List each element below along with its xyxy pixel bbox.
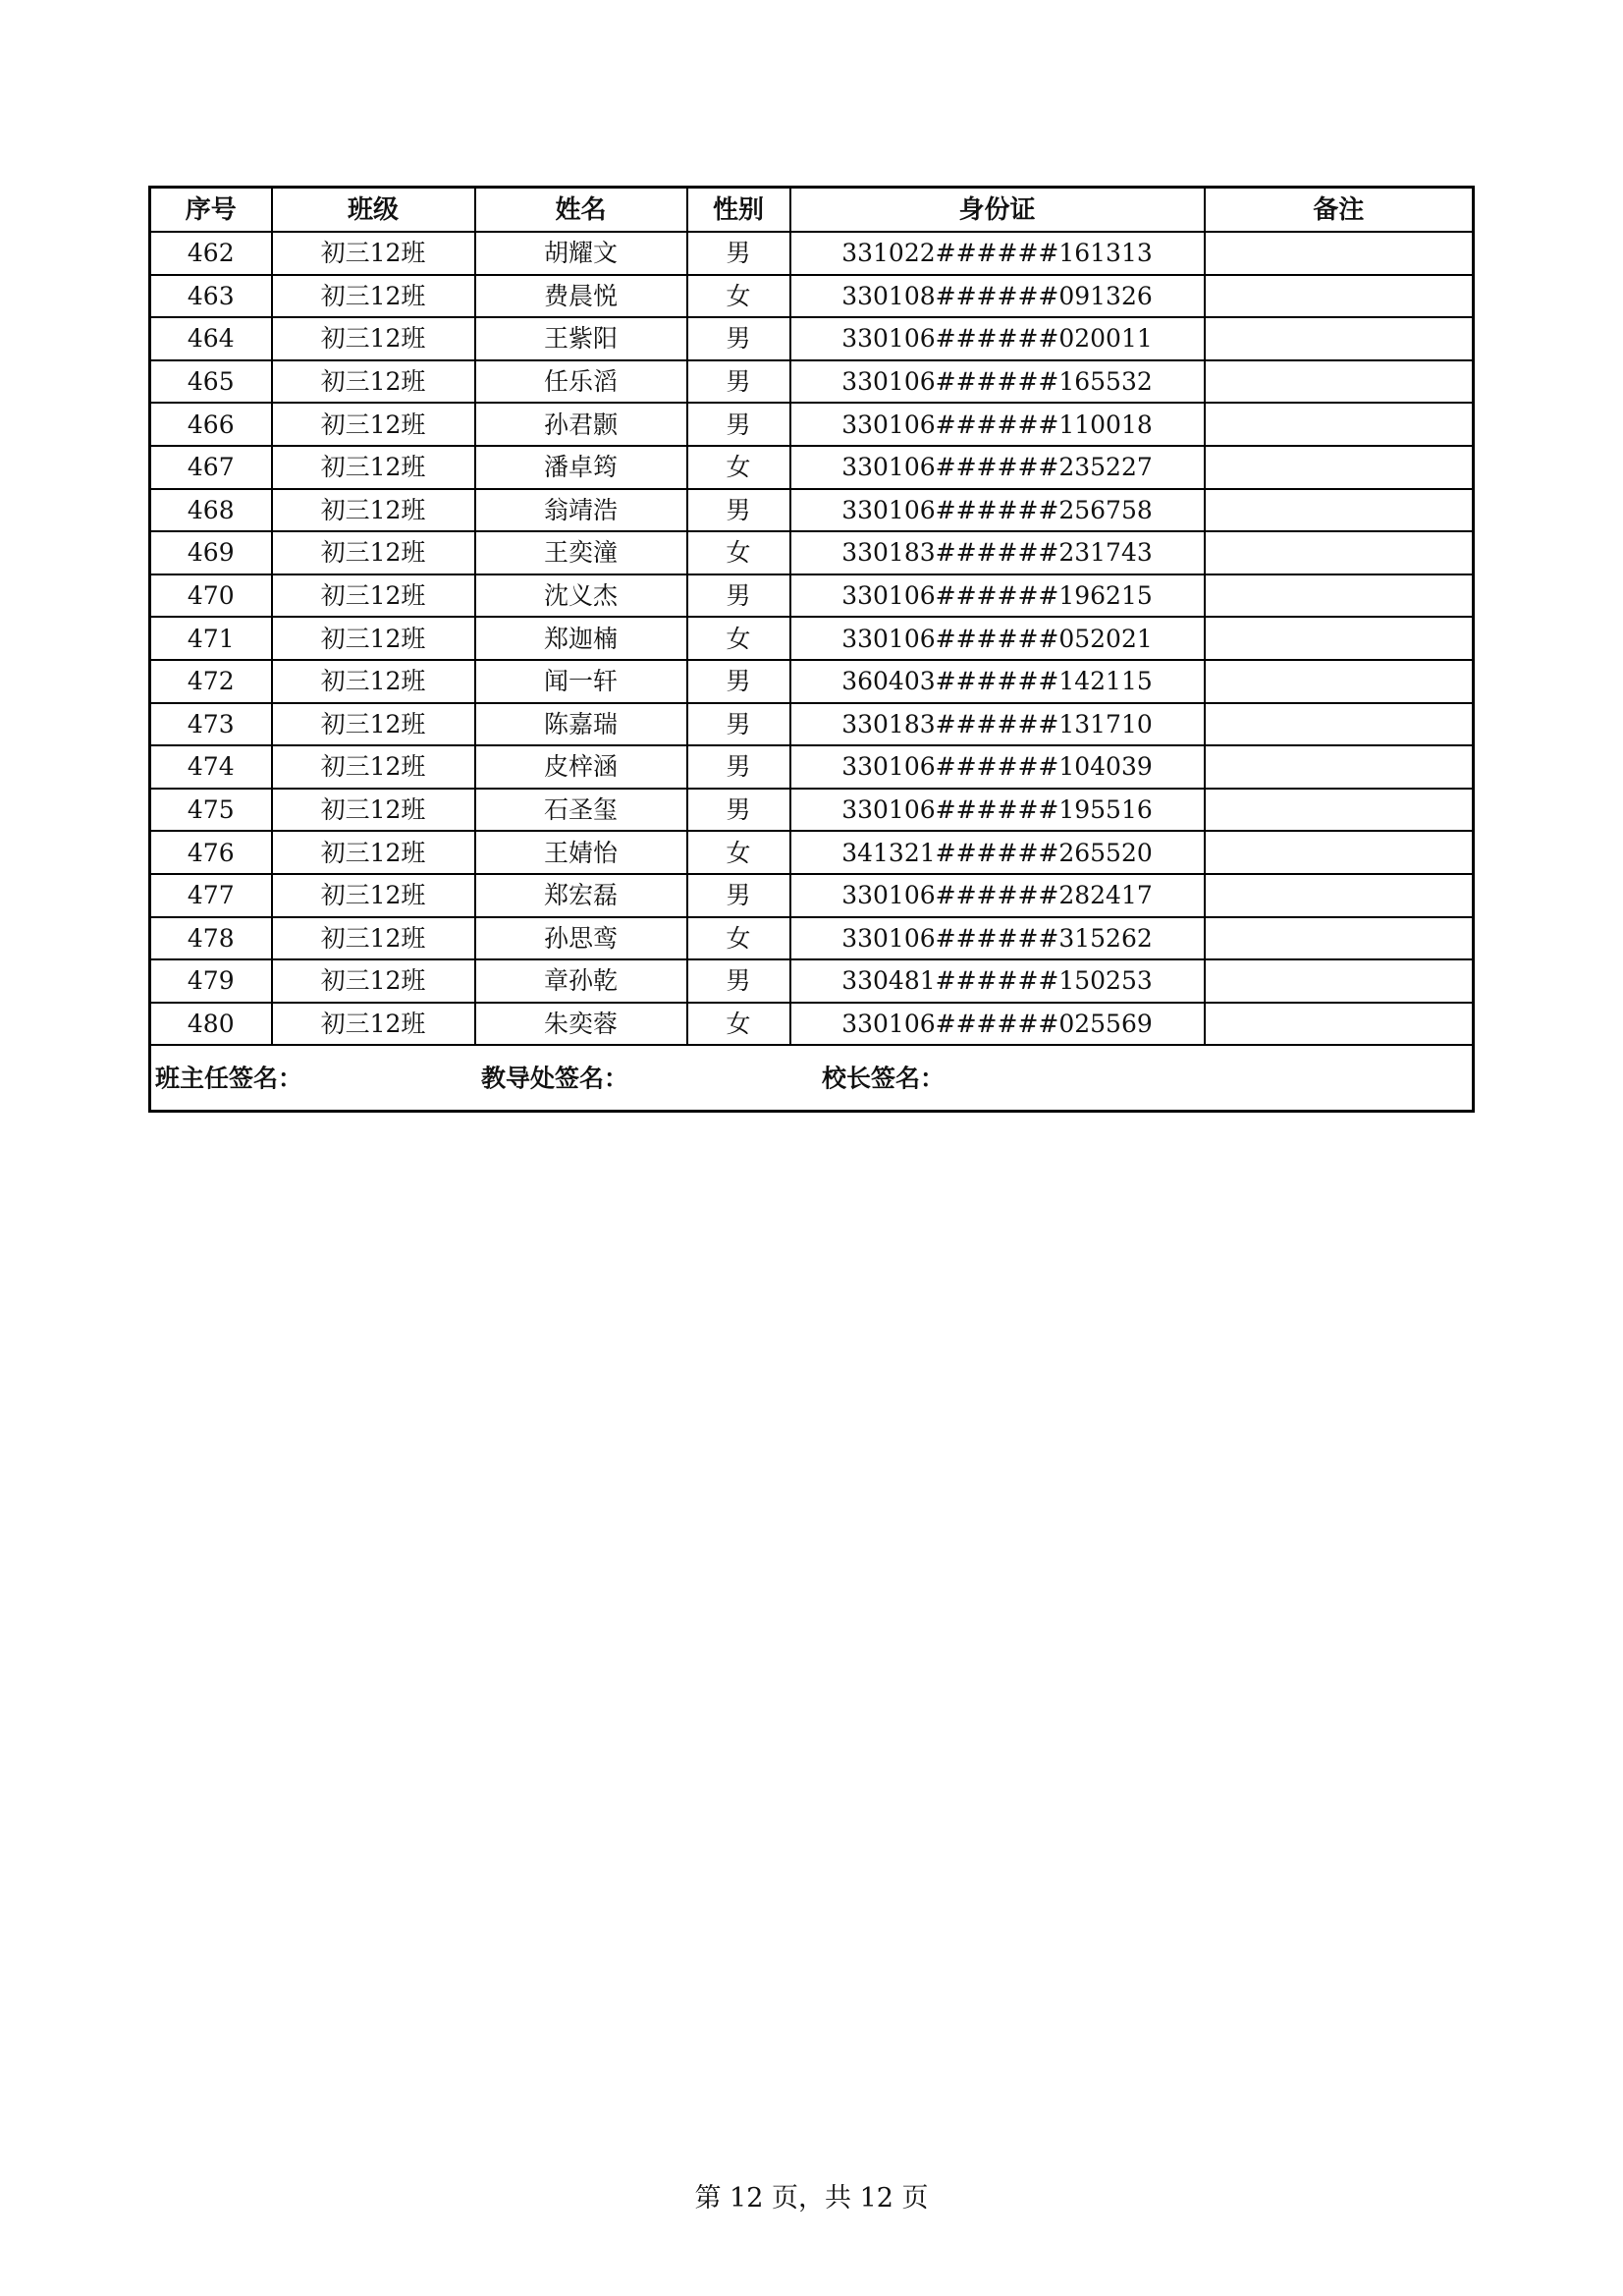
table-row <box>150 489 1474 532</box>
cell-gender: 女 <box>687 1003 790 1046</box>
cell-gender: 女 <box>687 531 790 574</box>
cell-name: 潘卓筠 <box>475 446 687 489</box>
cell-remarks <box>1205 1003 1474 1046</box>
cell-remarks <box>1205 574 1474 618</box>
cell-name: 孙君颢 <box>475 403 687 446</box>
cell-serial: 466 <box>150 403 272 446</box>
cell-name: 郑迦楠 <box>475 617 687 660</box>
cell-name: 皮梓涵 <box>475 745 687 789</box>
page-number-footer: 第 12 页，共 12 页 <box>694 2183 929 2214</box>
cell-gender: 男 <box>687 360 790 404</box>
table-row <box>150 317 1474 360</box>
cell-class: 初三12班 <box>272 831 475 874</box>
cell-gender: 男 <box>687 745 790 789</box>
cell-remarks <box>1205 531 1474 574</box>
cell-class: 初三12班 <box>272 959 475 1003</box>
cell-class: 初三12班 <box>272 232 475 275</box>
cell-class: 初三12班 <box>272 275 475 318</box>
cell-gender: 男 <box>687 232 790 275</box>
table-row <box>150 574 1474 618</box>
principal-signature-label: 校长签名： <box>822 1064 946 1093</box>
head-teacher-signature-label: 班主任签名： <box>155 1064 303 1093</box>
cell-name: 王奕潼 <box>475 531 687 574</box>
cell-id-number: 330108######091326 <box>790 275 1205 318</box>
header-remarks: 备注 <box>1205 188 1474 233</box>
cell-serial: 480 <box>150 1003 272 1046</box>
teaching-office-signature-label: 教导处签名： <box>481 1064 629 1093</box>
cell-remarks <box>1205 660 1474 703</box>
cell-id-number: 330106######110018 <box>790 403 1205 446</box>
cell-id-number: 341321######265520 <box>790 831 1205 874</box>
table-row <box>150 617 1474 660</box>
cell-serial: 474 <box>150 745 272 789</box>
cell-remarks <box>1205 317 1474 360</box>
cell-class: 初三12班 <box>272 660 475 703</box>
cell-id-number: 331022######161313 <box>790 232 1205 275</box>
cell-name: 王婧怡 <box>475 831 687 874</box>
cell-class: 初三12班 <box>272 446 475 489</box>
cell-serial: 476 <box>150 831 272 874</box>
cell-class: 初三12班 <box>272 531 475 574</box>
cell-remarks <box>1205 745 1474 789</box>
signature-row <box>150 1045 1474 1112</box>
cell-id-number: 330106######315262 <box>790 917 1205 960</box>
table-body <box>150 232 1474 1045</box>
cell-serial: 478 <box>150 917 272 960</box>
cell-name: 陈嘉瑞 <box>475 703 687 746</box>
cell-gender: 男 <box>687 574 790 618</box>
cell-name: 朱奕蓉 <box>475 1003 687 1046</box>
cell-gender: 男 <box>687 789 790 832</box>
signature-cell <box>150 1045 1474 1112</box>
cell-gender: 女 <box>687 617 790 660</box>
table-row <box>150 403 1474 446</box>
cell-serial: 475 <box>150 789 272 832</box>
header-serial: 序号 <box>150 188 272 233</box>
cell-remarks <box>1205 831 1474 874</box>
cell-gender: 女 <box>687 275 790 318</box>
cell-id-number: 330106######282417 <box>790 874 1205 917</box>
cell-class: 初三12班 <box>272 703 475 746</box>
cell-id-number: 330481######150253 <box>790 959 1205 1003</box>
cell-remarks <box>1205 275 1474 318</box>
table-row <box>150 660 1474 703</box>
cell-gender: 男 <box>687 403 790 446</box>
cell-id-number: 330106######165532 <box>790 360 1205 404</box>
table-row <box>150 232 1474 275</box>
cell-remarks <box>1205 959 1474 1003</box>
cell-id-number: 330106######052021 <box>790 617 1205 660</box>
table-row <box>150 831 1474 874</box>
cell-id-number: 330106######104039 <box>790 745 1205 789</box>
cell-id-number: 330106######025569 <box>790 1003 1205 1046</box>
cell-name: 闻一轩 <box>475 660 687 703</box>
cell-remarks <box>1205 360 1474 404</box>
table-row <box>150 959 1474 1003</box>
cell-id-number: 330106######235227 <box>790 446 1205 489</box>
table-row <box>150 917 1474 960</box>
table-row <box>150 874 1474 917</box>
cell-name: 石圣玺 <box>475 789 687 832</box>
cell-serial: 465 <box>150 360 272 404</box>
cell-gender: 男 <box>687 317 790 360</box>
cell-id-number: 330183######131710 <box>790 703 1205 746</box>
cell-name: 郑宏磊 <box>475 874 687 917</box>
cell-gender: 女 <box>687 446 790 489</box>
cell-class: 初三12班 <box>272 360 475 404</box>
cell-class: 初三12班 <box>272 489 475 532</box>
table-row <box>150 531 1474 574</box>
header-name: 姓名 <box>475 188 687 233</box>
cell-serial: 462 <box>150 232 272 275</box>
cell-id-number: 330106######196215 <box>790 574 1205 618</box>
cell-remarks <box>1205 789 1474 832</box>
cell-class: 初三12班 <box>272 574 475 618</box>
cell-id-number: 360403######142115 <box>790 660 1205 703</box>
cell-name: 费晨悦 <box>475 275 687 318</box>
cell-serial: 464 <box>150 317 272 360</box>
cell-name: 翁靖浩 <box>475 489 687 532</box>
cell-serial: 469 <box>150 531 272 574</box>
cell-remarks <box>1205 232 1474 275</box>
cell-serial: 468 <box>150 489 272 532</box>
cell-class: 初三12班 <box>272 789 475 832</box>
cell-remarks <box>1205 703 1474 746</box>
cell-remarks <box>1205 917 1474 960</box>
cell-class: 初三12班 <box>272 617 475 660</box>
header-gender: 性别 <box>687 188 790 233</box>
header-class: 班级 <box>272 188 475 233</box>
cell-serial: 472 <box>150 660 272 703</box>
cell-remarks <box>1205 617 1474 660</box>
cell-serial: 471 <box>150 617 272 660</box>
cell-remarks <box>1205 874 1474 917</box>
cell-remarks <box>1205 403 1474 446</box>
header-id-number: 身份证 <box>790 188 1205 233</box>
cell-gender: 男 <box>687 874 790 917</box>
cell-class: 初三12班 <box>272 317 475 360</box>
cell-serial: 477 <box>150 874 272 917</box>
cell-name: 胡耀文 <box>475 232 687 275</box>
cell-gender: 男 <box>687 489 790 532</box>
table-row <box>150 745 1474 789</box>
cell-serial: 479 <box>150 959 272 1003</box>
table-header-row <box>150 188 1474 233</box>
table-row <box>150 275 1474 318</box>
cell-id-number: 330106######256758 <box>790 489 1205 532</box>
cell-gender: 男 <box>687 660 790 703</box>
cell-id-number: 330106######020011 <box>790 317 1205 360</box>
cell-name: 沈义杰 <box>475 574 687 618</box>
cell-name: 章孙乾 <box>475 959 687 1003</box>
cell-remarks <box>1205 446 1474 489</box>
cell-class: 初三12班 <box>272 917 475 960</box>
cell-class: 初三12班 <box>272 745 475 789</box>
table-row <box>150 360 1474 404</box>
cell-class: 初三12班 <box>272 1003 475 1046</box>
cell-gender: 女 <box>687 831 790 874</box>
cell-serial: 467 <box>150 446 272 489</box>
cell-serial: 463 <box>150 275 272 318</box>
cell-name: 王紫阳 <box>475 317 687 360</box>
student-roster-table <box>148 186 1475 1113</box>
cell-id-number: 330183######231743 <box>790 531 1205 574</box>
cell-serial: 470 <box>150 574 272 618</box>
cell-name: 任乐滔 <box>475 360 687 404</box>
table-row <box>150 703 1474 746</box>
table-row <box>150 446 1474 489</box>
cell-gender: 女 <box>687 917 790 960</box>
cell-id-number: 330106######195516 <box>790 789 1205 832</box>
cell-class: 初三12班 <box>272 403 475 446</box>
cell-serial: 473 <box>150 703 272 746</box>
cell-remarks <box>1205 489 1474 532</box>
table-row <box>150 1003 1474 1046</box>
cell-class: 初三12班 <box>272 874 475 917</box>
cell-gender: 男 <box>687 959 790 1003</box>
cell-gender: 男 <box>687 703 790 746</box>
cell-name: 孙思鸾 <box>475 917 687 960</box>
table-row <box>150 789 1474 832</box>
